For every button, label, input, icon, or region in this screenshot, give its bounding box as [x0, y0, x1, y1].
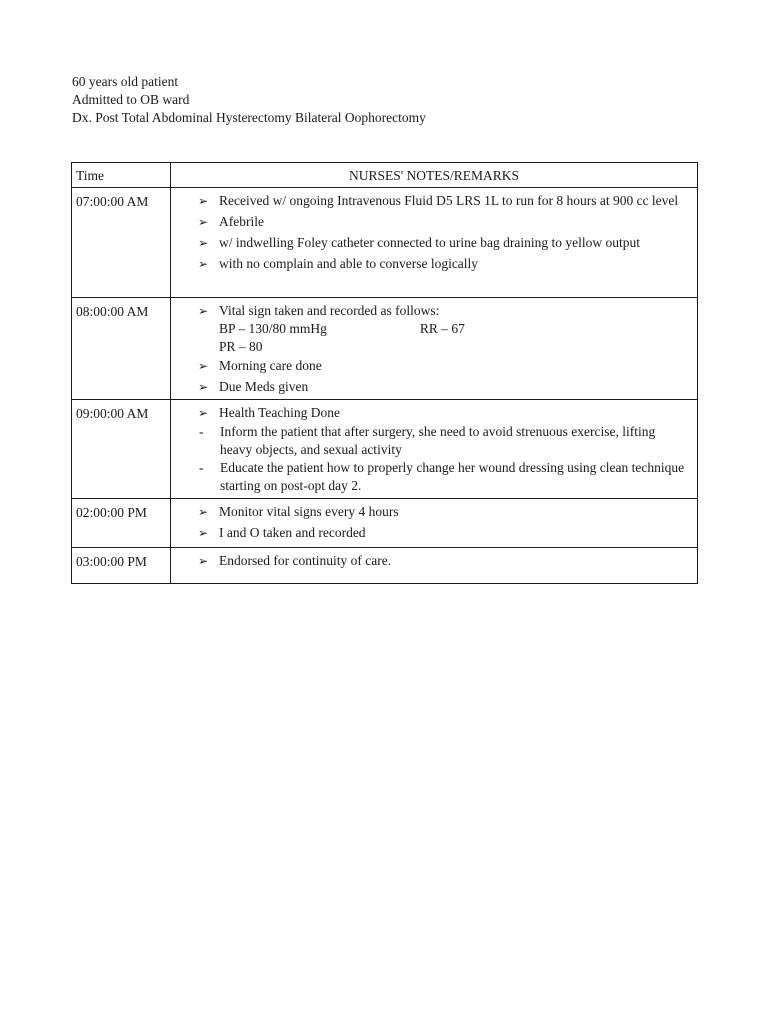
note-text: Due Meds given: [219, 379, 309, 394]
notes-cell: [171, 298, 698, 400]
blood-pressure: BP – 130/80 mmHg: [219, 321, 327, 336]
table-row: [72, 499, 698, 548]
list-item: [198, 378, 689, 396]
table-row: [72, 400, 698, 499]
vitals-values: [219, 320, 689, 356]
list-item: [198, 404, 689, 422]
table-header-row: [72, 163, 698, 188]
arrow-bullet-icon: ➢: [198, 505, 209, 519]
column-header-time: Time: [72, 163, 171, 188]
arrow-bullet-icon: ➢: [198, 526, 209, 540]
note-text: w/ indwelling Foley catheter connected to urine bag draining to yellow output: [219, 235, 641, 250]
arrow-bullet-icon: ➢: [198, 257, 209, 271]
list-item: [198, 552, 689, 570]
time-cell: 09:00:00 AM: [72, 400, 171, 499]
respiratory-rate: RR – 67: [419, 321, 465, 336]
note-text: Educate the patient how to properly change her wound dressing using clean technique starting on post-opt day 2.: [220, 460, 685, 493]
notes-cell: [171, 188, 698, 298]
dash-bullet-icon: -: [199, 460, 204, 475]
table-row: [72, 298, 698, 400]
note-text: Afebrile: [219, 214, 264, 229]
table-row: [72, 548, 698, 584]
time-cell: 08:00:00 AM: [72, 298, 171, 400]
note-text: Morning care done: [219, 358, 322, 373]
pulse-rate: PR – 80: [219, 339, 263, 354]
dash-bullet-icon: -: [199, 424, 204, 439]
list-item: [198, 524, 689, 542]
admission-ward: Admitted to OB ward: [72, 92, 190, 107]
time-cell: 02:00:00 PM: [72, 499, 171, 548]
list-item: [198, 213, 689, 231]
sub-list-item: [198, 423, 689, 459]
column-header-notes: NURSES' NOTES/REMARKS: [171, 163, 698, 188]
table-row: [72, 188, 698, 298]
arrow-bullet-icon: ➢: [198, 380, 209, 394]
sub-list-item: [198, 459, 689, 495]
note-text: with no complain and able to converse logically: [219, 256, 479, 271]
list-item: [198, 255, 689, 273]
arrow-bullet-icon: ➢: [198, 406, 209, 420]
arrow-bullet-icon: ➢: [198, 194, 209, 208]
time-cell: 07:00:00 AM: [72, 188, 171, 298]
note-text: Monitor vital signs every 4 hours: [219, 504, 399, 519]
vitals-intro: Vital sign taken and recorded as follows:: [219, 303, 440, 318]
list-item: [198, 503, 689, 521]
notes-cell: [171, 548, 698, 584]
notes-cell: [171, 400, 698, 499]
arrow-bullet-icon: ➢: [198, 359, 209, 373]
note-text: I and O taken and recorded: [219, 525, 366, 540]
note-text: Health Teaching Done: [219, 405, 341, 420]
note-text: Received w/ ongoing Intravenous Fluid D5 LRS 1L to run for 8 hours at 900 cc level: [219, 193, 679, 208]
list-item: [198, 302, 689, 356]
nurses-notes-table: [71, 162, 698, 584]
time-cell: 03:00:00 PM: [72, 548, 171, 584]
arrow-bullet-icon: ➢: [198, 215, 209, 229]
list-item: [198, 357, 689, 375]
list-item: [198, 192, 689, 210]
arrow-bullet-icon: ➢: [198, 554, 209, 568]
patient-age: 60 years old patient: [72, 74, 179, 89]
note-text: Inform the patient that after surgery, she need to avoid strenuous exercise, lifting heavy objects, and sexual activity: [220, 424, 656, 457]
patient-header: [72, 73, 426, 127]
arrow-bullet-icon: ➢: [198, 304, 209, 318]
notes-cell: [171, 499, 698, 548]
diagnosis: Dx. Post Total Abdominal Hysterectomy Bilateral Oophorectomy: [72, 110, 426, 125]
note-text: Endorsed for continuity of care.: [219, 553, 392, 568]
list-item: [198, 234, 689, 252]
arrow-bullet-icon: ➢: [198, 236, 209, 250]
